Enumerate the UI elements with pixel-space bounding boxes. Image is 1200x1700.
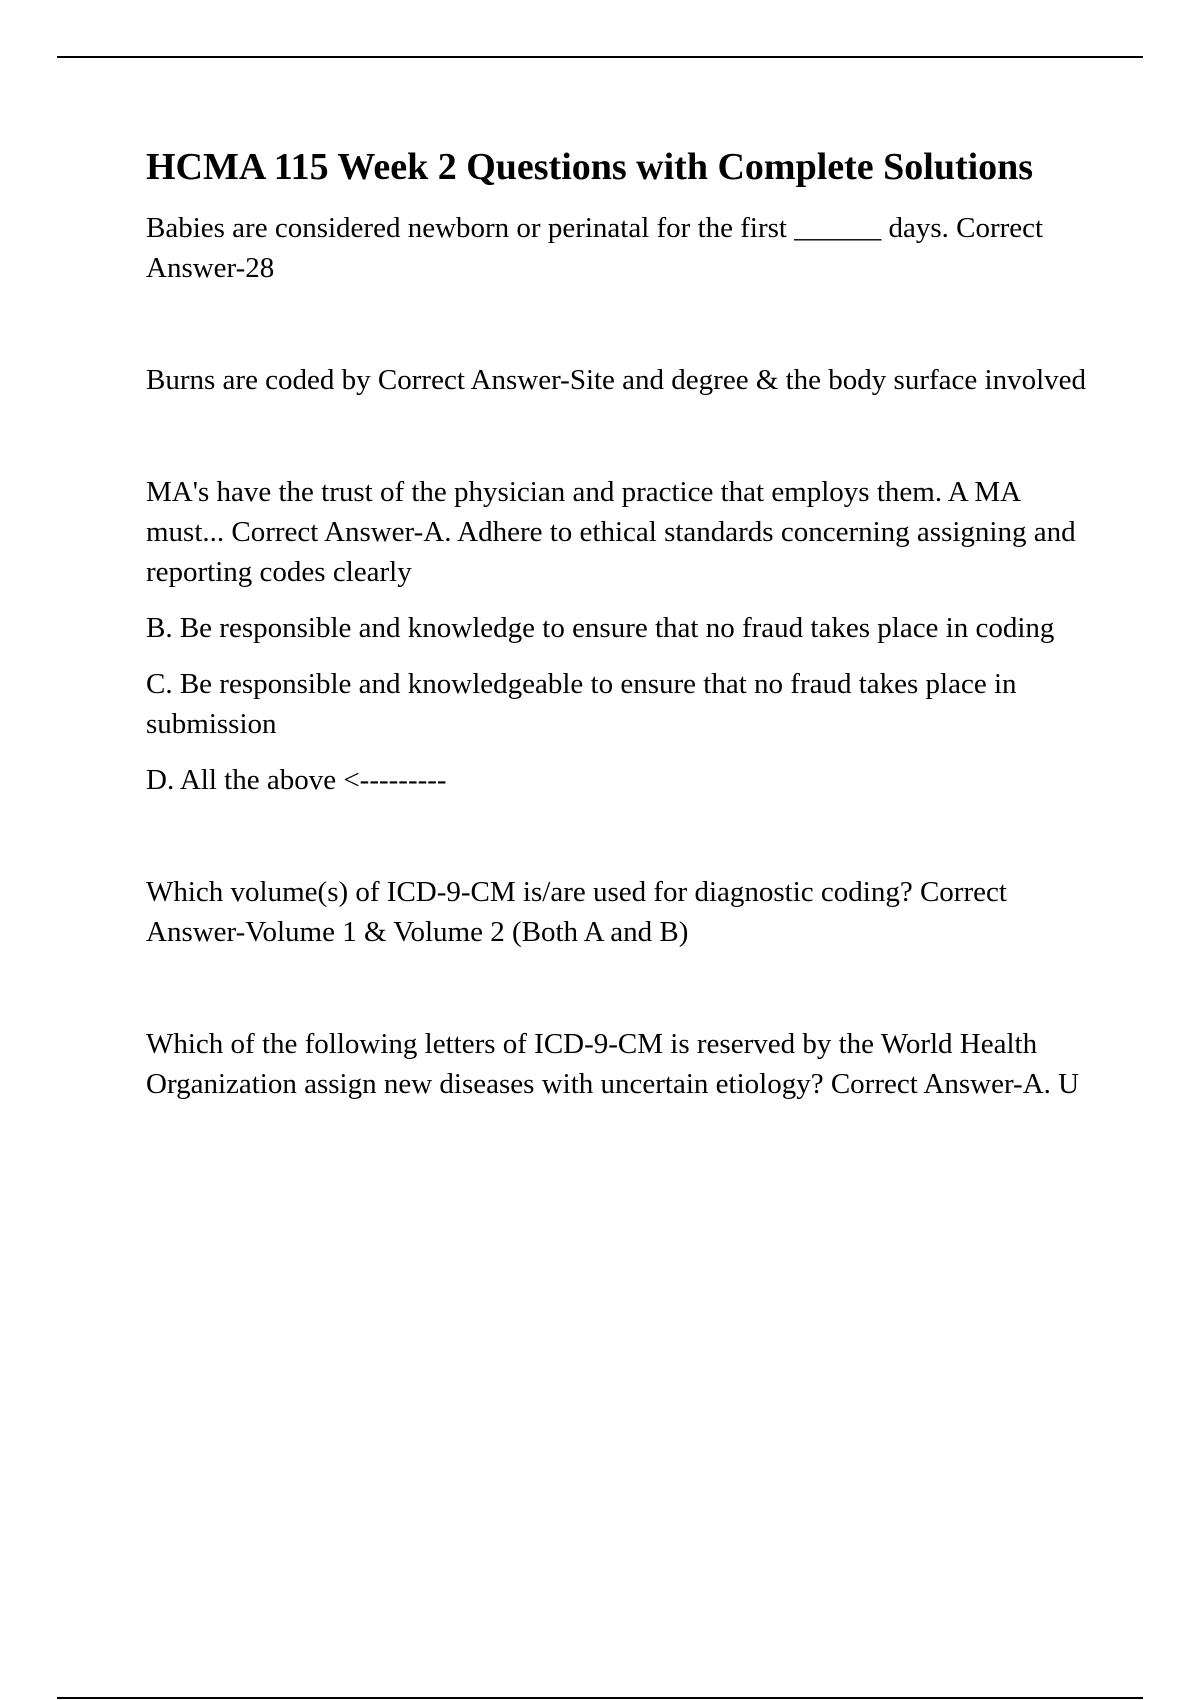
spacer [146, 288, 1096, 360]
question-burns-coding: Burns are coded by Correct Answer-Site and degree & the body surface involved [146, 364, 1087, 396]
document-body [146, 142, 1096, 1104]
spacer [146, 648, 1096, 664]
footer-rule [57, 1697, 1143, 1699]
question-ma-trust: MA's have the trust of the physician and practice that employs them. A MA must... Correct Answer-A. Adhere to ethical standards concerning assigning and reporting codes clearly [146, 476, 1076, 588]
question-who-reserved-letter: Which of the following letters of ICD-9-CM is reserved by the World Health Organization assign new diseases with uncertain etiology? Correct Answer-A. U [146, 1028, 1080, 1100]
spacer [146, 744, 1096, 760]
spacer [146, 192, 1096, 208]
spacer [146, 592, 1096, 608]
document-title: HCMA 115 Week 2 Questions with Complete Solutions [146, 146, 1034, 188]
spacer [146, 952, 1096, 1024]
answer-option-b: B. Be responsible and knowledge to ensure that no fraud takes place in coding [146, 612, 1055, 644]
spacer [146, 800, 1096, 872]
answer-option-c: C. Be responsible and knowledgeable to ensure that no fraud takes place in submission [146, 668, 1017, 740]
header-rule [57, 56, 1143, 58]
question-icd-volumes: Which volume(s) of ICD-9-CM is/are used for diagnostic coding? Correct Answer-Volume 1 & Volume 2 (Both A and B) [146, 876, 1007, 948]
spacer [146, 400, 1096, 472]
answer-option-d: D. All the above <--------- [146, 764, 447, 796]
question-newborn-days: Babies are considered newborn or perinatal for the first ______ days. Correct Answer-28 [146, 212, 1044, 284]
